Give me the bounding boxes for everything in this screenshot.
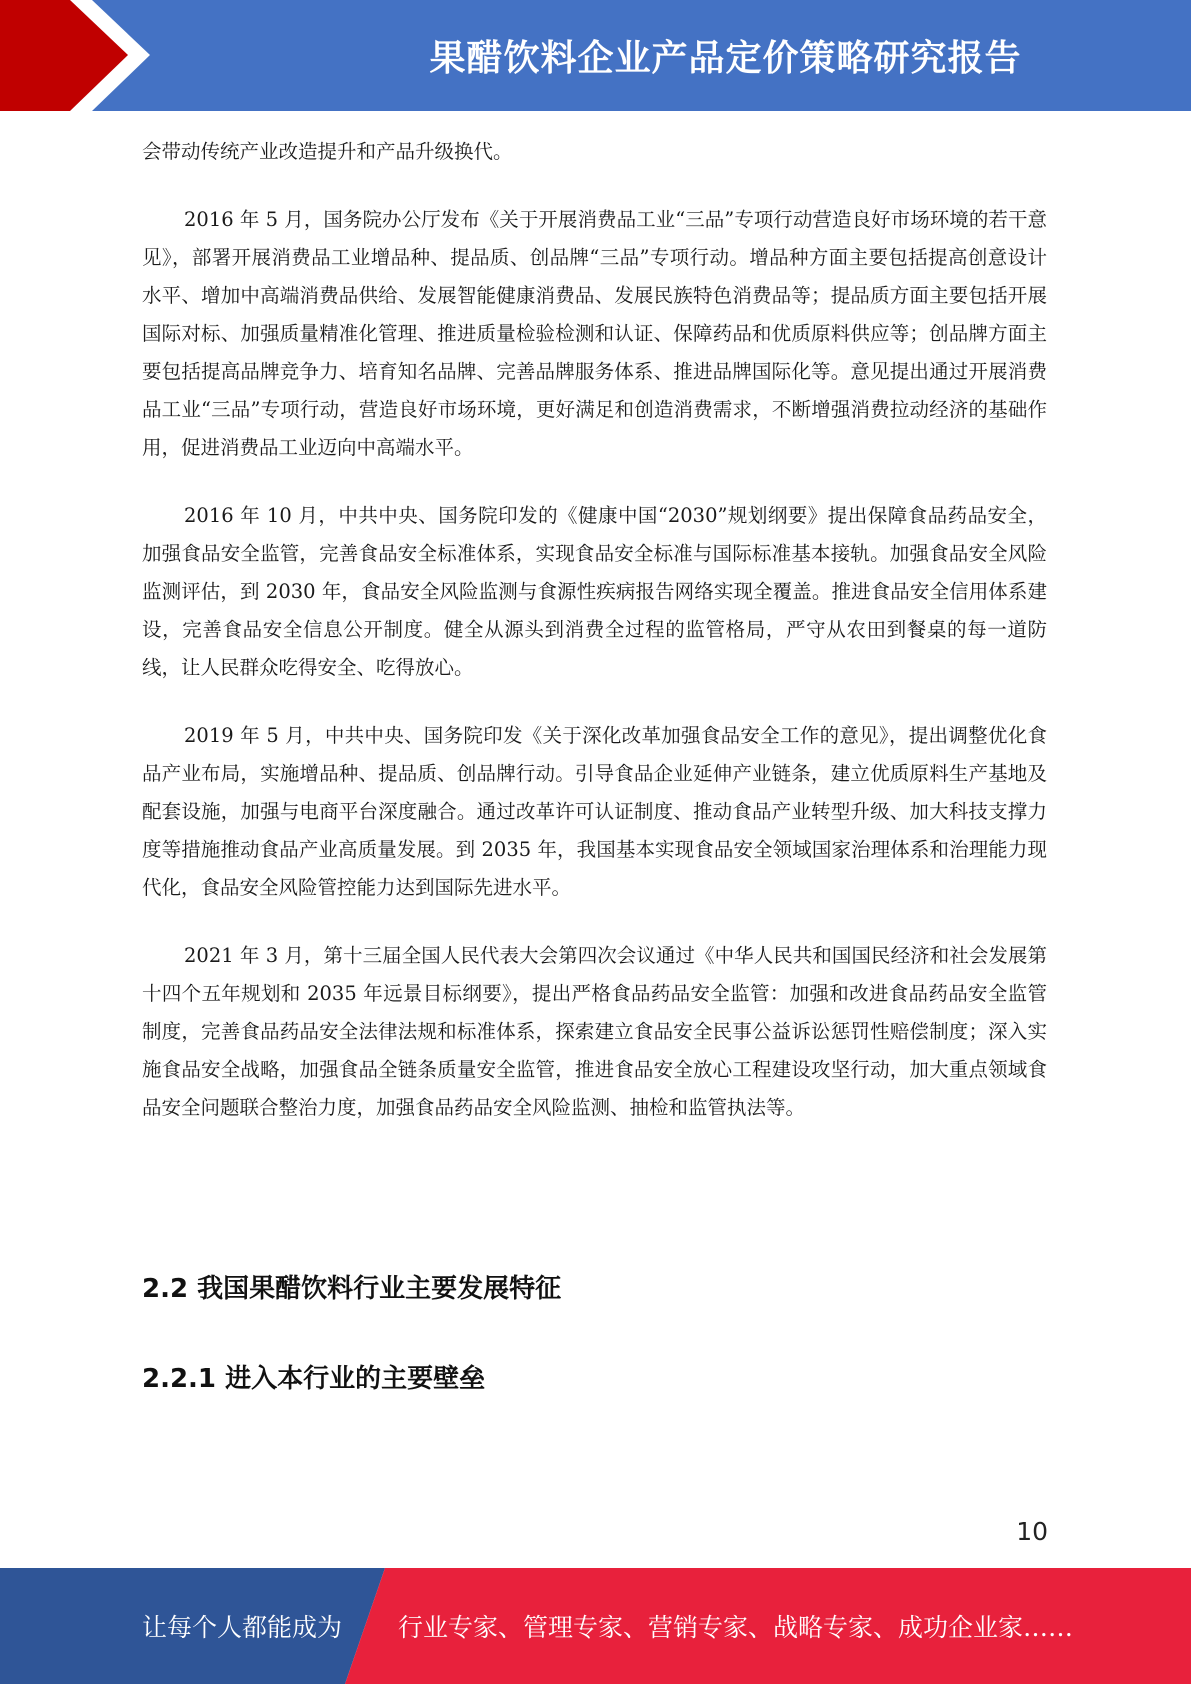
section-heading: 2.2 我国果醋饮料行业主要发展特征 (142, 1274, 562, 1304)
subsection-heading: 2.2.1 进入本行业的主要壁垒 (142, 1364, 486, 1394)
paragraph-continuation: 会带动传统产业改造提升和产品升级换代。 (142, 140, 513, 163)
footer-slogan-right: 行业专家、管理专家、营销专家、战略专家、成功企业家…… (398, 1613, 1074, 1642)
report-title: 果醋饮料企业产品定价策略研究报告 (429, 38, 1022, 79)
paragraph-2016-may: 2016 年 5 月，国务院办公厅发布《关于开展消费品工业“三品”专项行动营造良好市场环境的若干意见》，部署开展消费品工业增品种、提品质、创品牌“三品”专项行动。增品种方面主要包括提高创意设计水平、增加中高端消费品供给、发展智能健康消费品、发展民族特色消费品等；提品质方面主要包括开展国际对标、加强质量精准化管理、推进质量检验检测和认证、保障药品和优质原料供应等；创品牌方面主要包括提高品牌竞争力、培育知名品牌、完善品牌服务体系、推进品牌国际化等。意见提出通过开展消费品工业“三品”专项行动，营造良好市场环境，更好满足和创造消费需求，不断增强消费拉动经济的基础作用，促进消费品工业迈向中高端水平。 (142, 208, 1047, 459)
body-text (142, 133, 1047, 1127)
footer-slogan-left: 让每个人都能成为 (142, 1613, 343, 1642)
paragraph-2016-oct: 2016 年 10 月，中共中央、国务院印发的《健康中国“2030”规划纲要》提出保障食品药品安全，加强食品安全监管，完善食品安全标准体系，实现食品安全标准与国际标准基本接轨。加强食品安全风险监测评估，到 2030 年，食品安全风险监测与食源性疾病报告网络实现全覆盖。推进食品安全信用体系建设，完善食品安全信息公开制度。健全从源头到消费全过程的监管格局，严守从农田到餐桌的每一道防线，让人民群众吃得安全、吃得放心。 (142, 504, 1047, 679)
page-header (0, 0, 1191, 111)
paragraph-2021-mar: 2021 年 3 月，第十三届全国人民代表大会第四次会议通过《中华人民共和国国民经济和社会发展第十四个五年规划和 2035 年远景目标纲要》，提出严格食品药品安全监管：加强和改进食品药品安全监管制度，完善食品药品安全法律法规和标准体系，探索建立食品安全民事公益诉讼惩罚性赔偿制度；深入实施食品安全战略，加强食品全链条质量安全监管，推进食品安全放心工程建设攻坚行动，加大重点领域食品安全问题联合整治力度，加强食品药品安全风险监测、抽检和监管执法等。 (142, 944, 1047, 1119)
paragraph-2019-may: 2019 年 5 月，中共中央、国务院印发《关于深化改革加强食品安全工作的意见》，提出调整优化食品产业布局，实施增品种、提品质、创品牌行动。引导食品企业延伸产业链条，建立优质原料生产基地及配套设施，加强与电商平台深度融合。通过改革许可认证制度、推动食品产业转型升级、加大科技支撑力度等措施推动食品产业高质量发展。到 2035 年，我国基本实现食品安全领域国家治理体系和治理能力现代化，食品安全风险管控能力达到国际先进水平。 (142, 724, 1047, 899)
page-footer (0, 1568, 1191, 1684)
page-number: 10 (1016, 1517, 1048, 1546)
